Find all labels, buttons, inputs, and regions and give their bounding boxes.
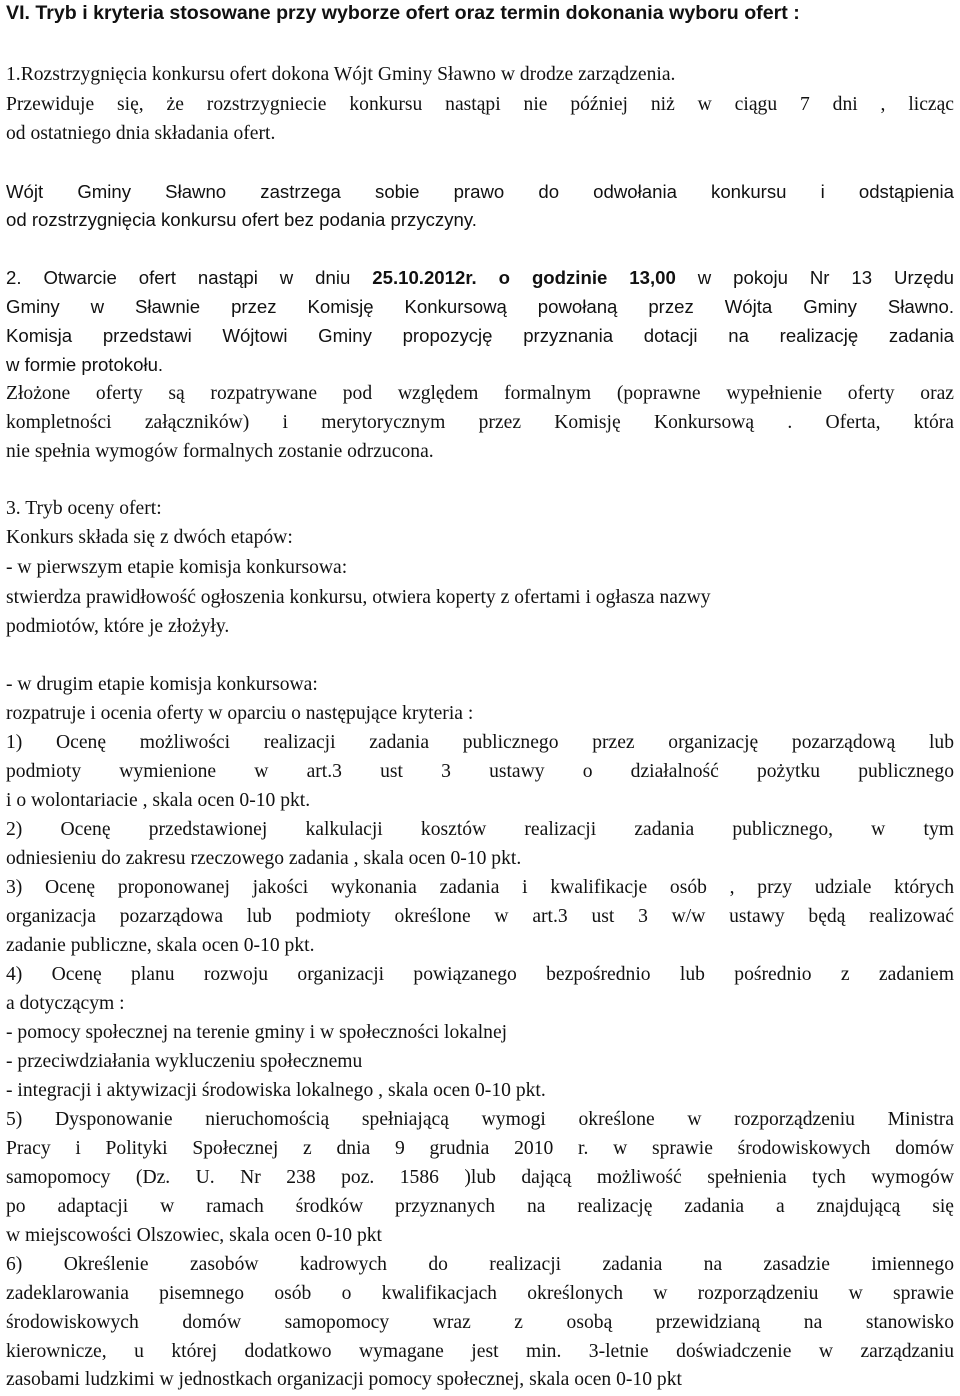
criteria-item: Pracy i Polityki Społecznej z dnia 9 grudnia 2010 r. w sprawie środowiskowych domów: [6, 1138, 954, 1159]
criteria-item: - przeciwdziałania wykluczeniu społecznemu: [6, 1051, 363, 1072]
paragraph-line: Wójt Gminy Sławno zastrzega sobie prawo do odwołania konkursu i odstąpienia: [6, 181, 954, 202]
paragraph-line: - w drugim etapie komisja konkursowa:: [6, 674, 318, 695]
opening-date: 25.10.2012r. o godzinie 13,00: [372, 267, 676, 288]
paragraph-line: stwierdza prawidłowość ogłoszenia konkursu, otwiera koperty z ofertami i ogłasza nazwy: [6, 587, 711, 608]
paragraph-line: 1.Rozstrzygnięcia konkursu ofert dokona Wójt Gminy Sławno w drodze zarządzenia.: [6, 64, 676, 85]
subsection-heading: 3. Tryb oceny ofert:: [6, 498, 162, 519]
criteria-item: odniesieniu do zakresu rzeczowego zadania , skala ocen 0-10 pkt.: [6, 848, 522, 869]
criteria-item: 4) Ocenę planu rozwoju organizacji powiązanego bezpośrednio lub pośrednio z zadaniem: [6, 964, 954, 985]
criteria-item: środowiskowych domów samopomocy wraz z osobą przewidzianą na stanowisko: [6, 1312, 954, 1333]
criteria-item: 1) Ocenę możliwości realizacji zadania publicznego przez organizację pozarządową lub: [6, 732, 954, 753]
criteria-item: zasobami ludzkimi w jednostkach organizacji pomocy społecznej, skala ocen 0-10 pkt: [6, 1369, 682, 1390]
paragraph-line: Konkurs składa się z dwóch etapów:: [6, 527, 293, 548]
criteria-item: organizacja pozarządowa lub podmioty określone w art.3 ust 3 w/w ustawy będą realizować: [6, 906, 954, 927]
paragraph-line: nie spełnia wymogów formalnych zostanie odrzucona.: [6, 441, 434, 462]
paragraph-line: kompletności załączników) i merytorycznym przez Komisję Konkursową . Oferta, która: [6, 412, 954, 433]
criteria-item: w miejscowości Olszowiec, skala ocen 0-10 pkt: [6, 1225, 382, 1246]
criteria-item: 3) Ocenę proponowanej jakości wykonania zadania i kwalifikacje osób , przy udziale których: [6, 877, 954, 898]
criteria-item: kierownicze, u której dodatkowo wymagane jest min. 3-letnie doświadczenie w zarządzaniu: [6, 1341, 954, 1362]
criteria-item: zadeklarowania pisemnego osób o kwalifikacjach określonych w rozporządzeniu w sprawie: [6, 1283, 954, 1304]
criteria-item: 2) Ocenę przedstawionej kalkulacji kosztów realizacji zadania publicznego, w tym: [6, 819, 954, 840]
paragraph-line: rozpatruje i ocenia oferty w oparciu o następujące kryteria :: [6, 703, 474, 724]
paragraph-line: od ostatniego dnia składania ofert.: [6, 123, 276, 144]
paragraph-line: podmiotów, które je złożyły.: [6, 616, 230, 637]
paragraph-line: w formie protokołu.: [6, 354, 164, 375]
paragraph-line-with-date: [6, 265, 954, 291]
criteria-item: - pomocy społecznej na terenie gminy i w społeczności lokalnej: [6, 1022, 508, 1043]
criteria-item: 6) Określenie zasobów kadrowych do realizacji zadania na zasadzie imiennego: [6, 1254, 954, 1275]
criteria-item: po adaptacji w ramach środków przyznanych na realizację zadania a znajdującą się: [6, 1196, 954, 1217]
paragraph-line: - w pierwszym etapie komisja konkursowa:: [6, 557, 348, 578]
paragraph-line: Przewiduje się, że rozstrzygniecie konkursu nastąpi nie później niż w ciągu 7 dni , licząc: [6, 94, 954, 115]
paragraph-line: od rozstrzygnięcia konkursu ofert bez podania przyczyny.: [6, 209, 477, 230]
criteria-item: a dotyczącym :: [6, 993, 125, 1014]
section-heading: VI. Tryb i kryteria stosowane przy wyborze ofert oraz termin dokonania wyboru ofert :: [6, 2, 800, 24]
paragraph-line: Złożone oferty są rozpatrywane pod względem formalnym (poprawne wypełnienie oferty oraz: [6, 383, 954, 404]
criteria-item: zadanie publiczne, skala ocen 0-10 pkt.: [6, 935, 315, 956]
opening-place: w pokoju Nr 13 Urzędu: [675, 267, 954, 288]
criteria-item: podmioty wymienione w art.3 ust 3 ustawy o działalność pożytku publicznego: [6, 761, 954, 782]
paragraph-line: Gminy w Sławnie przez Komisję Konkursową powołaną przez Wójta Gminy Sławno.: [6, 296, 954, 317]
criteria-item: - integracji i aktywizacji środowiska lokalnego , skala ocen 0-10 pkt.: [6, 1080, 546, 1101]
paragraph-line: Komisja przedstawi Wójtowi Gminy propozycję przyznania dotacji na realizację zadania: [6, 325, 954, 346]
opening-intro: 2. Otwarcie ofert nastąpi w dniu: [6, 267, 373, 288]
criteria-item: samopomocy (Dz. U. Nr 238 poz. 1586 )lub dającą możliwość spełnienia tych wymogów: [6, 1167, 954, 1188]
criteria-item: 5) Dysponowanie nieruchomością spełniającą wymogi określone w rozporządzeniu Ministra: [6, 1109, 954, 1130]
criteria-item: i o wolontariacie , skala ocen 0-10 pkt.: [6, 790, 311, 811]
